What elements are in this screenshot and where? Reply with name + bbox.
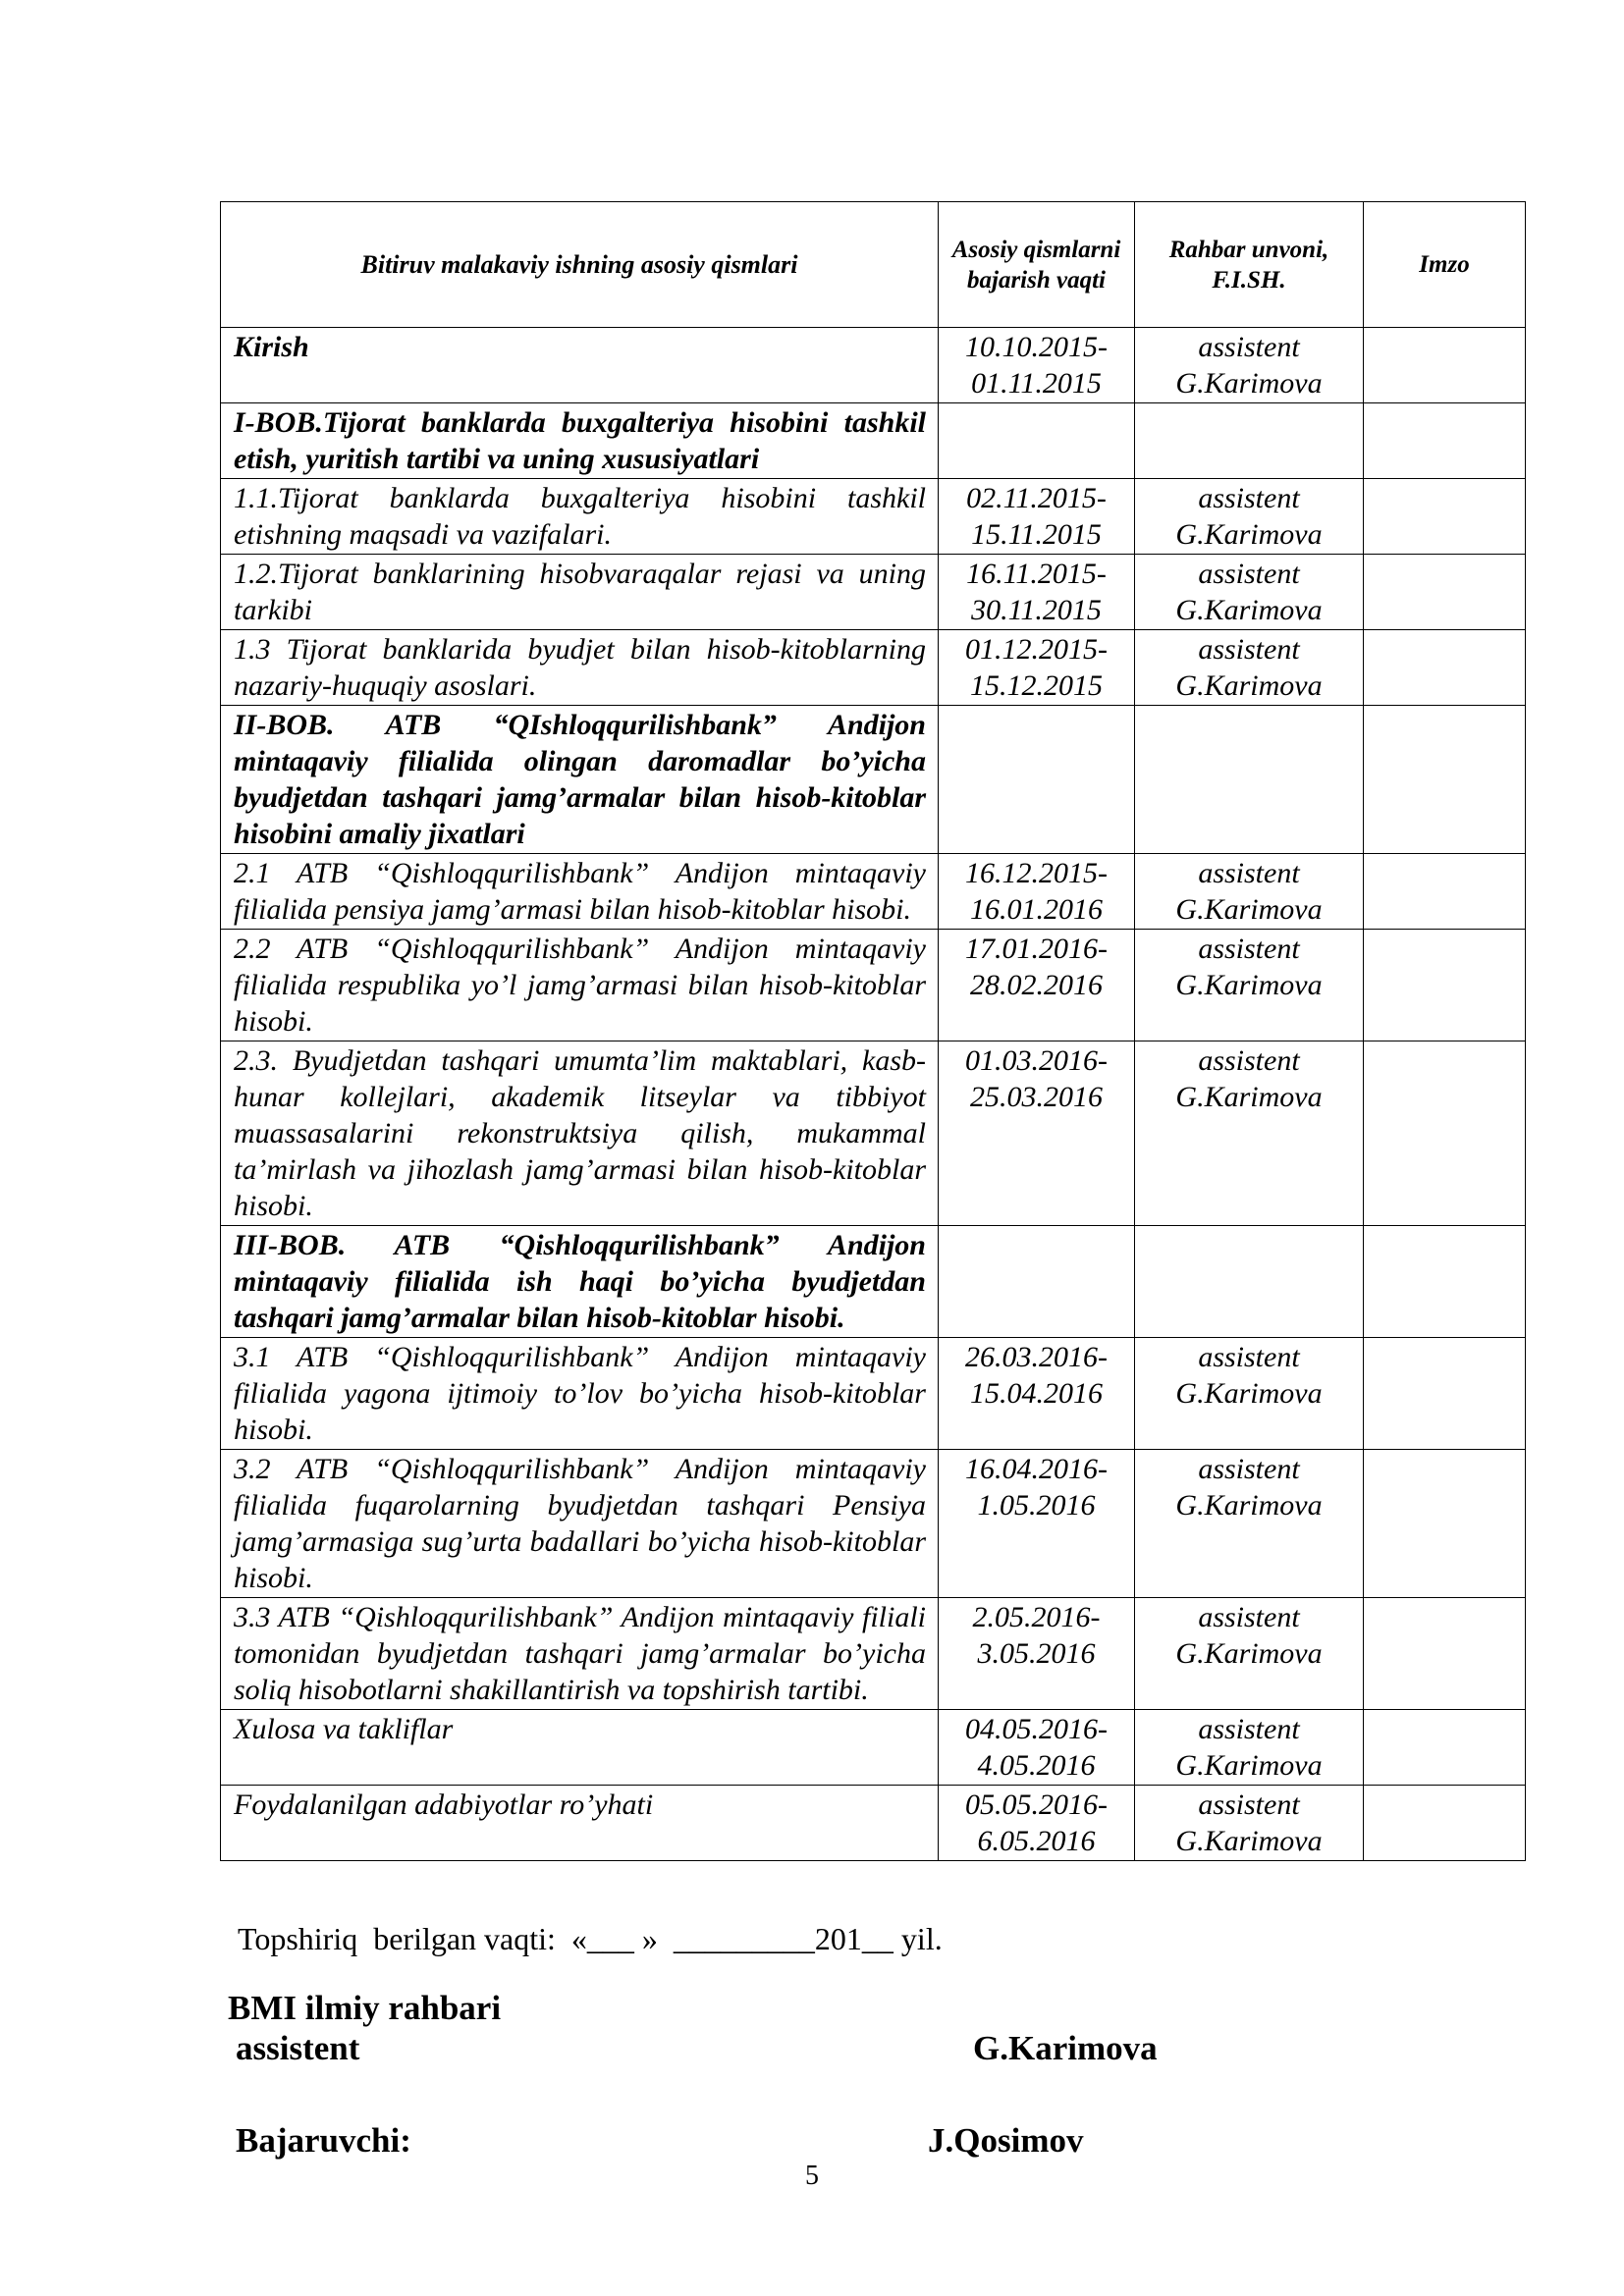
deadline-end: 01.11.2015 xyxy=(971,367,1102,400)
header-main-parts: Bitiruv malakaviy ishning asosiy qismlari xyxy=(221,202,939,328)
supervisor-title: assistent xyxy=(1198,482,1300,514)
supervisor-title: assistent xyxy=(1198,1044,1300,1077)
deadline-end: 6.05.2016 xyxy=(977,1825,1096,1857)
table-row xyxy=(221,1041,1526,1226)
row-supervisor xyxy=(1135,706,1364,854)
row-signature-cell[interactable] xyxy=(1364,1598,1526,1710)
assignment-date-line: Topshiriq berilgan vaqti: «___ » _________201__ yil. xyxy=(238,1921,943,1956)
deadline-start: 05.05.2016- xyxy=(965,1789,1108,1821)
table-row xyxy=(221,1226,1526,1338)
supervisor-name: G.Karimova xyxy=(1175,1489,1323,1522)
header-signature: Imzo xyxy=(1364,202,1526,328)
row-signature-cell[interactable] xyxy=(1364,1338,1526,1450)
row-deadline xyxy=(939,328,1135,403)
table-row xyxy=(221,1450,1526,1598)
table-row xyxy=(221,555,1526,630)
row-supervisor xyxy=(1135,403,1364,479)
page-number: 5 xyxy=(805,2161,819,2191)
table-body xyxy=(221,328,1526,1861)
supervisor-title: assistent xyxy=(1198,933,1300,965)
row-supervisor xyxy=(1135,1786,1364,1861)
row-part-title: I-BOB.Tijorat banklarda buxgalteriya hisobini tashkil etish, yuritish tartibi va uning xususiyatlari xyxy=(221,403,939,479)
row-part-title: 3.1 ATB “Qishloqqurilishbank” Andijon mintaqaviy filialida yagona ijtimoiy to’lov bo’yicha hisob-kitoblar hisobi. xyxy=(221,1338,939,1450)
table-row xyxy=(221,403,1526,479)
header-supervisor: Rahbar unvoni, F.I.SH. xyxy=(1135,202,1364,328)
row-deadline xyxy=(939,630,1135,706)
deadline-start: 01.12.2015- xyxy=(965,633,1108,666)
table-header-row xyxy=(221,202,1526,328)
row-supervisor xyxy=(1135,479,1364,555)
row-supervisor xyxy=(1135,1710,1364,1786)
row-deadline xyxy=(939,1338,1135,1450)
row-deadline xyxy=(939,1041,1135,1226)
supervisor-name: G.Karimova xyxy=(973,2029,1158,2067)
supervisor-title: assistent xyxy=(1198,558,1300,590)
row-signature-cell[interactable] xyxy=(1364,403,1526,479)
row-deadline xyxy=(939,555,1135,630)
table-row xyxy=(221,1786,1526,1861)
row-part-title: III-BOB. ATB “Qishloqqurilishbank” Andijon mintaqaviy filialida ish haqi bo’yicha byudjetdan tashqari jamg’armalar bilan hisob-kitoblar hisobi. xyxy=(221,1226,939,1338)
row-signature-cell[interactable] xyxy=(1364,328,1526,403)
deadline-end: 15.12.2015 xyxy=(970,669,1103,702)
supervisor-name: G.Karimova xyxy=(1175,893,1323,926)
row-part-title: 3.3 ATB “Qishloqqurilishbank” Andijon mintaqaviy filiali tomonidan byudjetdan tashqari jamg’armalar bo’yicha soliq hisobotlarni shakillantirish va topshirish tartibi. xyxy=(221,1598,939,1710)
deadline-end: 28.02.2016 xyxy=(970,969,1103,1001)
row-part-title: 2.1 ATB “Qishloqqurilishbank” Andijon mintaqaviy filialida pensiya jamg’armasi bilan hisob-kitoblar hisobi. xyxy=(221,854,939,930)
supervisor-title: assistent xyxy=(1198,1601,1300,1633)
supervisor-title: assistent xyxy=(1198,1713,1300,1745)
row-supervisor xyxy=(1135,854,1364,930)
row-signature-cell[interactable] xyxy=(1364,930,1526,1041)
row-signature-cell[interactable] xyxy=(1364,1041,1526,1226)
table-row xyxy=(221,854,1526,930)
row-signature-cell[interactable] xyxy=(1364,1226,1526,1338)
row-part-title: Kirish xyxy=(221,328,939,403)
header-deadline: Asosiy qismlarni bajarish vaqti xyxy=(939,202,1135,328)
deadline-start: 04.05.2016- xyxy=(965,1713,1108,1745)
deadline-end: 16.01.2016 xyxy=(970,893,1103,926)
row-part-title: 1.2.Tijorat banklarining hisobvaraqalar rejasi va uning tarkibi xyxy=(221,555,939,630)
row-part-title: 2.3. Byudjetdan tashqari umumta’lim maktablari, kasb-hunar kollejlari, akademik litseylar va tibbiyot muassasalarini rekonstruktsiya qilish, mukammal ta’mirlash va jihozlash jamg’armasi bilan hisob-kitoblar hisobi. xyxy=(221,1041,939,1226)
supervisor-name: G.Karimova xyxy=(1175,518,1323,551)
supervisor-title: assistent xyxy=(1198,1453,1300,1485)
row-signature-cell[interactable] xyxy=(1364,1450,1526,1598)
row-deadline xyxy=(939,1226,1135,1338)
row-part-title: II-BOB. ATB “QIshloqqurilishbank” Andijon mintaqaviy filialida olingan daromadlar bo’yicha byudjetdan tashqari jamg’armalar bilan hisob-kitoblar hisobini amaliy jixatlari xyxy=(221,706,939,854)
table-row xyxy=(221,328,1526,403)
deadline-end: 1.05.2016 xyxy=(977,1489,1096,1522)
row-deadline xyxy=(939,706,1135,854)
deadline-start: 16.12.2015- xyxy=(965,857,1108,889)
deadline-end: 3.05.2016 xyxy=(977,1637,1096,1670)
deadline-start: 01.03.2016- xyxy=(965,1044,1108,1077)
row-deadline xyxy=(939,1710,1135,1786)
table-row xyxy=(221,630,1526,706)
supervisor-name: G.Karimova xyxy=(1175,1749,1323,1782)
row-signature-cell[interactable] xyxy=(1364,854,1526,930)
deadline-end: 15.04.2016 xyxy=(970,1377,1103,1410)
deadline-end: 4.05.2016 xyxy=(977,1749,1096,1782)
supervisor-name: G.Karimova xyxy=(1175,669,1323,702)
table-row xyxy=(221,930,1526,1041)
deadline-start: 02.11.2015- xyxy=(966,482,1107,514)
row-supervisor xyxy=(1135,1450,1364,1598)
row-signature-cell[interactable] xyxy=(1364,1710,1526,1786)
table-row xyxy=(221,479,1526,555)
deadline-end: 15.11.2015 xyxy=(971,518,1102,551)
row-signature-cell[interactable] xyxy=(1364,706,1526,854)
deadline-end: 25.03.2016 xyxy=(970,1081,1103,1113)
row-part-title: Foydalanilgan adabiyotlar ro’yhati xyxy=(221,1786,939,1861)
row-supervisor xyxy=(1135,930,1364,1041)
supervisor-name: G.Karimova xyxy=(1175,1825,1323,1857)
table-row xyxy=(221,1598,1526,1710)
row-deadline xyxy=(939,479,1135,555)
supervisor-name: G.Karimova xyxy=(1175,594,1323,626)
deadline-start: 10.10.2015- xyxy=(965,331,1108,363)
deadline-start: 2.05.2016- xyxy=(972,1601,1101,1633)
table-row xyxy=(221,1710,1526,1786)
row-part-title: 3.2 ATB “Qishloqqurilishbank” Andijon mintaqaviy filialida fuqarolarning byudjetdan tashqari Pensiya jamg’armasiga sug’urta badallari bo’yicha hisob-kitoblar hisobi. xyxy=(221,1450,939,1598)
deadline-start: 16.04.2016- xyxy=(965,1453,1108,1485)
supervisor-title: assistent xyxy=(236,2029,360,2067)
executor-name: J.Qosimov xyxy=(928,2121,1084,2160)
row-deadline xyxy=(939,1786,1135,1861)
supervisor-name: G.Karimova xyxy=(1175,1637,1323,1670)
supervisor-heading: BMI ilmiy rahbari xyxy=(228,1989,502,2027)
row-deadline xyxy=(939,1598,1135,1710)
deadline-start: 16.11.2015- xyxy=(966,558,1107,590)
supervisor-name: G.Karimova xyxy=(1175,1377,1323,1410)
supervisor-title: assistent xyxy=(1198,1789,1300,1821)
row-part-title: 1.3 Tijorat banklarida byudjet bilan hisob-kitoblarning nazariy-huquqiy asoslari. xyxy=(221,630,939,706)
row-supervisor xyxy=(1135,1041,1364,1226)
deadline-start: 26.03.2016- xyxy=(965,1341,1108,1373)
row-supervisor xyxy=(1135,1598,1364,1710)
supervisor-title: assistent xyxy=(1198,857,1300,889)
row-signature-cell[interactable] xyxy=(1364,479,1526,555)
supervisor-name: G.Karimova xyxy=(1175,367,1323,400)
row-part-title: 1.1.Tijorat banklarda buxgalteriya hisobini tashkil etishning maqsadi va vazifalari. xyxy=(221,479,939,555)
row-signature-cell[interactable] xyxy=(1364,630,1526,706)
supervisor-name: G.Karimova xyxy=(1175,1081,1323,1113)
row-signature-cell[interactable] xyxy=(1364,555,1526,630)
row-part-title: 2.2 ATB “Qishloqqurilishbank” Andijon mintaqaviy filialida respublika yo’l jamg’armasi bilan hisob-kitoblar hisobi. xyxy=(221,930,939,1041)
row-supervisor xyxy=(1135,555,1364,630)
row-supervisor xyxy=(1135,630,1364,706)
supervisor-title: assistent xyxy=(1198,1341,1300,1373)
executor-label: Bajaruvchi: xyxy=(236,2121,411,2160)
row-deadline xyxy=(939,403,1135,479)
row-part-title: Xulosa va takliflar xyxy=(221,1710,939,1786)
row-signature-cell[interactable] xyxy=(1364,1786,1526,1861)
row-deadline xyxy=(939,930,1135,1041)
supervisor-title: assistent xyxy=(1198,331,1300,363)
supervisor-name: G.Karimova xyxy=(1175,969,1323,1001)
row-supervisor xyxy=(1135,1338,1364,1450)
table-row xyxy=(221,1338,1526,1450)
deadline-start: 17.01.2016- xyxy=(965,933,1108,965)
row-supervisor xyxy=(1135,1226,1364,1338)
row-deadline xyxy=(939,1450,1135,1598)
thesis-plan-table xyxy=(220,201,1526,1861)
row-deadline xyxy=(939,854,1135,930)
row-supervisor xyxy=(1135,328,1364,403)
table-row xyxy=(221,706,1526,854)
deadline-end: 30.11.2015 xyxy=(971,594,1102,626)
supervisor-title: assistent xyxy=(1198,633,1300,666)
